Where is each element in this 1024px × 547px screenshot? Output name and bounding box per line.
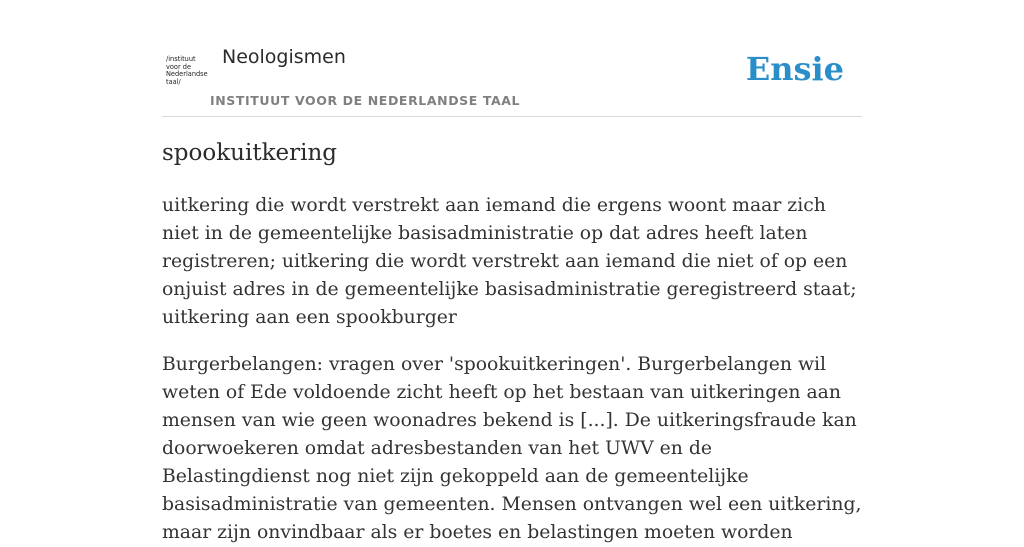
logo-line: taal/ xyxy=(166,77,181,86)
ivdnt-logo[interactable] xyxy=(166,56,210,90)
logo-line: voor de xyxy=(166,62,192,71)
headword: spookuitkering xyxy=(162,140,338,166)
institute-name: INSTITUUT VOOR DE NEDERLANDSE TAAL xyxy=(210,93,521,108)
page xyxy=(162,0,862,543)
logo-line: Nederlandse xyxy=(166,70,208,79)
definition-text: uitkering die wordt verstrekt aan iemand die ergens woont maar zich niet in de gemeentelijke basisadministratie op dat adres heeft laten registreren; uitkering die wordt verstrekt aan iemand die niet of op een onjuist adres in de gemeentelijke basisadministratie geregistreerd staat; uitkering aan een spookburger xyxy=(162,195,857,328)
site-title[interactable]: Neologismen xyxy=(222,46,346,68)
citation-text: Burgerbelangen: vragen over 'spookuitkeringen'. Burgerbelangen wil weten of Ede voldoende zicht heeft op het bestaan van uitkeringen aan mensen van wie geen woonadres bekend is [...]. De uitkeringsfraude kan doorwoekeren omdat adresbestanden van het UWV en de Belastingdienst nog niet zijn gekoppeld aan de gemeentelijke basisadministratie van gemeenten. Mensen ontvangen wel een uitkering, maar zijn onvindbaar als er boetes en belastingen moeten worden xyxy=(162,354,862,543)
logo-line: /instituut xyxy=(166,55,196,63)
site-header xyxy=(162,0,862,117)
ensie-brand-link[interactable]: Ensie xyxy=(745,50,844,88)
